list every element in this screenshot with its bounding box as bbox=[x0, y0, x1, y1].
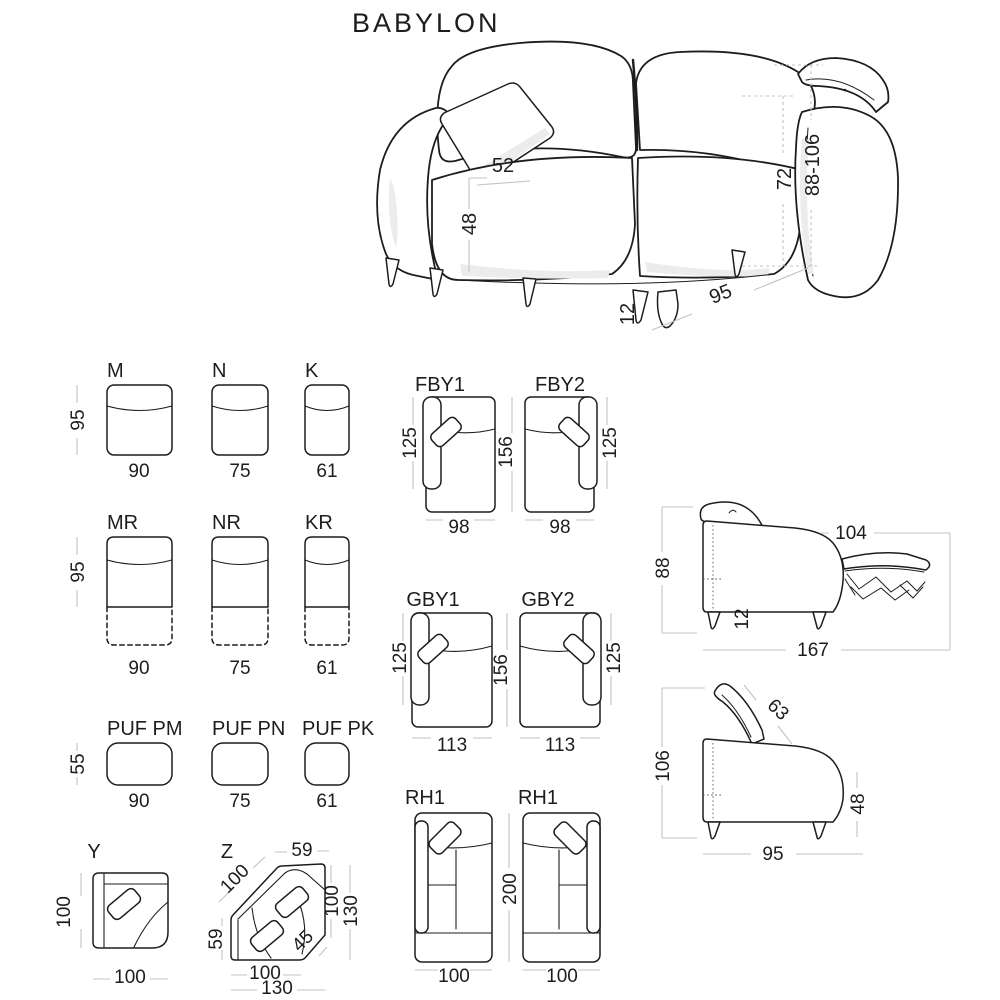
footrest bbox=[842, 553, 930, 570]
gby1-label: GBY1 bbox=[406, 589, 460, 611]
leg bbox=[708, 822, 720, 839]
module-puf-pm bbox=[107, 718, 183, 812]
module-mr-label: MR bbox=[107, 512, 139, 534]
module-nr-label: NR bbox=[212, 512, 241, 534]
module-n-label: N bbox=[212, 360, 227, 382]
gby2-label: GBY2 bbox=[521, 589, 575, 611]
rh1-right-width: 100 bbox=[546, 966, 578, 987]
leg bbox=[813, 822, 826, 839]
gby-total-length: 156 bbox=[491, 654, 512, 686]
dim-height-106: 106 bbox=[653, 750, 674, 782]
module-y bbox=[50, 840, 185, 990]
module-y-label: Y bbox=[87, 841, 101, 863]
modules-row-puf bbox=[55, 718, 375, 813]
gby1-arm-length: 125 bbox=[390, 642, 411, 674]
dim-seat-48: 48 bbox=[848, 793, 869, 815]
module-z-label: Z bbox=[220, 841, 234, 863]
module-kr-label: KR bbox=[305, 512, 333, 534]
fby1-label: FBY1 bbox=[414, 374, 466, 396]
z-bottom-inner: 100 bbox=[249, 963, 281, 984]
modules-row-mnk bbox=[55, 360, 365, 485]
dim-depth-95: 95 bbox=[762, 844, 784, 865]
module-puf-pm-width: 90 bbox=[128, 791, 150, 812]
gby1-width: 113 bbox=[436, 735, 468, 756]
module-kr bbox=[305, 512, 349, 679]
modules-fby bbox=[390, 375, 635, 540]
modules-gby bbox=[385, 589, 635, 762]
row3-height: 55 bbox=[68, 753, 89, 775]
module-n bbox=[212, 360, 268, 482]
dim-footrest-104: 104 bbox=[835, 523, 867, 544]
module-puf-pn-width: 75 bbox=[229, 791, 251, 812]
module-m-width: 90 bbox=[128, 461, 150, 482]
dim-total-167: 167 bbox=[797, 640, 829, 661]
leg bbox=[813, 612, 826, 629]
module-fby1 bbox=[400, 374, 495, 538]
module-y-front: 100 bbox=[114, 967, 146, 988]
module-rh1-left bbox=[405, 787, 492, 987]
fby2-label: FBY2 bbox=[534, 374, 586, 396]
dim-back-height: 72 bbox=[774, 167, 796, 191]
module-kr-width: 61 bbox=[316, 658, 338, 679]
headrest bbox=[714, 684, 764, 744]
module-rh1-right bbox=[518, 787, 600, 987]
dim-depth: 95 bbox=[706, 280, 736, 309]
dim-seat-width: 52 bbox=[491, 155, 515, 177]
row1-height: 95 bbox=[68, 409, 89, 431]
module-y-side: 100 bbox=[54, 896, 75, 928]
dim-seat-height: 48 bbox=[459, 212, 481, 236]
module-z bbox=[195, 838, 373, 998]
module-puf-pn bbox=[212, 718, 285, 812]
z-back-diagonal: 100 bbox=[216, 860, 254, 898]
gby2-width: 113 bbox=[544, 735, 576, 756]
gby2-arm-length: 125 bbox=[604, 642, 625, 674]
side-view-headrest bbox=[645, 675, 965, 870]
module-puf-pk-label: PUF PK bbox=[302, 718, 375, 740]
module-gby2 bbox=[520, 589, 625, 756]
side-view-reclined bbox=[645, 495, 965, 663]
modules-rh bbox=[390, 787, 620, 987]
z-left-side: 59 bbox=[206, 928, 227, 950]
modules-row-mr-nr-kr bbox=[55, 512, 365, 682]
module-nr-width: 75 bbox=[229, 658, 251, 679]
rh1-right-label: RH1 bbox=[517, 787, 559, 809]
row2-height: 95 bbox=[68, 561, 89, 583]
fby1-width: 98 bbox=[448, 517, 470, 538]
sofa-perspective-drawing bbox=[340, 28, 850, 343]
rh1-left-width: 100 bbox=[438, 966, 470, 987]
fby1-arm-length: 125 bbox=[400, 427, 421, 459]
module-mr-width: 90 bbox=[128, 658, 150, 679]
leg bbox=[708, 612, 720, 629]
module-k-label: K bbox=[305, 360, 319, 382]
dim-leg-height: 12 bbox=[617, 302, 639, 326]
fby2-arm-length: 125 bbox=[600, 427, 621, 459]
dim-total-height: 88-106 bbox=[802, 133, 824, 197]
z-bottom-total: 130 bbox=[261, 978, 293, 999]
z-back-top: 59 bbox=[291, 840, 313, 861]
module-k-width: 61 bbox=[316, 461, 338, 482]
module-mr bbox=[107, 512, 172, 679]
module-gby1 bbox=[390, 589, 492, 756]
module-puf-pk-width: 61 bbox=[316, 791, 338, 812]
module-puf-pk bbox=[302, 718, 375, 812]
module-puf-pn-label: PUF PN bbox=[212, 718, 286, 740]
fby-total-length: 156 bbox=[496, 436, 517, 468]
module-m-label: M bbox=[107, 360, 124, 382]
sofa-leg bbox=[386, 258, 399, 287]
z-right-inner: 100 bbox=[322, 885, 343, 917]
module-fby2 bbox=[525, 374, 621, 538]
dim-leg-12: 12 bbox=[732, 608, 753, 630]
page-title: BABYLON bbox=[352, 8, 501, 38]
z-front-diagonal: 45 bbox=[288, 926, 319, 957]
z-right-total: 130 bbox=[341, 895, 362, 927]
module-n-width: 75 bbox=[229, 461, 251, 482]
dim-headrest-63: 63 bbox=[762, 695, 793, 725]
module-puf-pm-label: PUF PM bbox=[107, 718, 183, 740]
rh-total-length: 200 bbox=[500, 873, 521, 905]
rh1-left-label: RH1 bbox=[404, 787, 446, 809]
fby2-width: 98 bbox=[549, 517, 571, 538]
module-k bbox=[305, 360, 349, 482]
module-m bbox=[107, 360, 172, 482]
dim-height-88: 88 bbox=[653, 557, 674, 579]
module-nr bbox=[212, 512, 268, 679]
